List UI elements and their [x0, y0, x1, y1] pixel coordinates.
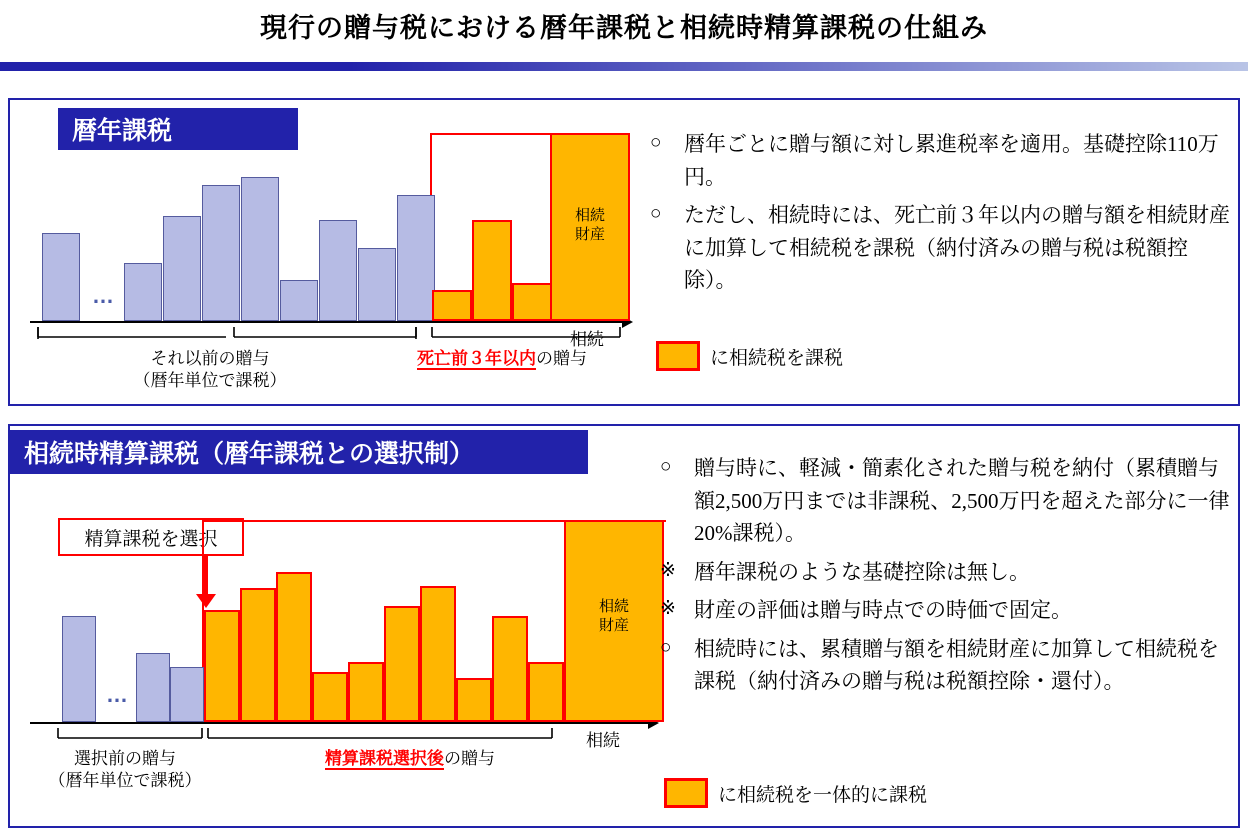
bullet-text: ただし、相続時には、死亡前３年以内の贈与額を相続財産に加算して相続税を課税（納付済みの贈与税は税額控除）。 [684, 203, 1230, 293]
bar-gift-post-9 [492, 616, 528, 722]
legend-swatch-orange [656, 341, 700, 371]
brace-right-red-sei: 精算課税選択後 [325, 749, 444, 768]
bar-gift-pre-1 [62, 616, 96, 722]
bullet-mark: ○ [650, 203, 662, 225]
legend-reki [656, 341, 843, 371]
brace-left-line1: それ以前の贈与 [150, 349, 270, 368]
callout-seisan-select: 精算課税を選択 [58, 518, 244, 556]
ellipsis-dots: … [92, 283, 116, 308]
axis-caption-souzoku: 相続 [570, 330, 604, 349]
bar-gift-1 [42, 233, 80, 321]
bullet-row [660, 633, 1232, 698]
brace-left-line1-sei: 選択前の贈与 [74, 749, 176, 768]
brace-right-rest-sei: の贈与 [444, 749, 495, 768]
bar-gift-post-1 [204, 610, 240, 722]
bullet-row [650, 128, 1230, 193]
bar-gift-10-taxed [432, 290, 472, 321]
bullet-mark: ○ [660, 456, 672, 477]
bar-inheritance-assets-label: 相続 財産 [574, 208, 605, 243]
bullet-text: 暦年課税のような基礎控除は無し。 [694, 559, 1030, 584]
bullet-mark: ※ [660, 559, 676, 581]
bar-gift-post-6 [384, 606, 420, 722]
bar-gift-5 [241, 177, 279, 321]
bar-gift-post-2 [240, 588, 276, 722]
brace-right-red-reki: 死亡前３年以内 [417, 349, 536, 368]
bar-gift-4 [202, 185, 240, 321]
bullet-text: 暦年ごとに贈与額に対し累進税率を適用。基礎控除110万円。 [684, 132, 1219, 189]
x-axis-2 [30, 722, 650, 724]
bullets-reki [650, 128, 1230, 303]
legend-swatch-orange-2 [664, 778, 708, 808]
bullet-text: 相続時には、累積贈与額を相続財産に加算して相続税を課税（納付済みの贈与税は税額控除・還付）。 [694, 636, 1219, 694]
brace-right [430, 325, 630, 345]
bullet-row [650, 199, 1230, 297]
bullet-row [660, 556, 1232, 589]
page-title: 現行の贈与税における暦年課税と相続時精算課税の仕組み [260, 13, 988, 43]
legend-label: に相続税を課税 [710, 347, 844, 369]
ellipsis-dots-2: … [106, 682, 130, 707]
panel-reki-header: 暦年課税 [58, 108, 298, 150]
bar-gift-11-taxed [472, 220, 512, 321]
bar-gift-3 [163, 216, 201, 321]
brace-left-2 [56, 726, 206, 744]
bullet-mark: ○ [650, 132, 662, 153]
bullets-sei [660, 452, 1232, 704]
bullet-text: 贈与時に、軽減・簡素化された贈与税を納付（累積贈与額2,500万円までは非課税、2,500万円を超えた部分に一律20%課税）。 [694, 456, 1230, 546]
bar-gift-6 [280, 280, 318, 321]
bullet-mark: ※ [660, 598, 676, 620]
bar-gift-post-4 [312, 672, 348, 722]
bar-gift-post-3 [276, 572, 312, 722]
brace-left-line2-sei: （暦年単位で課税） [48, 771, 202, 791]
brace-right-label-sei [220, 748, 600, 770]
bar-gift-post-5 [348, 662, 384, 722]
bar-gift-pre-3 [170, 667, 204, 722]
bullet-text: 財産の評価は贈与時点での時価で固定。 [694, 598, 1072, 623]
bar-inheritance-assets-2-label: 相続 財産 [598, 599, 629, 634]
legend-sei [664, 778, 927, 808]
bar-gift-post-7 [420, 586, 456, 722]
brace-right-rest-reki: の贈与 [536, 349, 587, 368]
chart-souzokuji-seisan [30, 520, 670, 760]
bar-gift-2 [124, 263, 162, 321]
bar-gift-post-8 [456, 678, 492, 722]
bar-gift-pre-2 [136, 653, 170, 722]
bullet-row [660, 452, 1232, 550]
panel-sei-header: 相続時精算課税（暦年課税との選択制） [10, 430, 588, 474]
brace-left [36, 325, 436, 345]
brace-right-label-reki [362, 348, 642, 370]
legend-label-2: に相続税を一体的に課税 [718, 784, 928, 806]
bullet-mark: ○ [660, 636, 672, 658]
title-divider [0, 62, 1248, 71]
brace-left-label-reki [60, 348, 360, 392]
chart-reki-nen-kazei [30, 125, 650, 349]
brace-right-2 [206, 726, 556, 744]
bar-gift-post-10 [528, 662, 564, 722]
bullet-row [660, 594, 1232, 627]
bar-gift-7 [319, 220, 357, 321]
axis-caption-souzoku-2: 相続 [586, 731, 620, 750]
bar-gift-12-taxed [512, 283, 552, 321]
bar-gift-9 [397, 195, 435, 321]
bar-gift-8 [358, 248, 396, 321]
x-axis [30, 321, 624, 323]
brace-left-line2: （暦年単位で課税） [133, 371, 287, 391]
